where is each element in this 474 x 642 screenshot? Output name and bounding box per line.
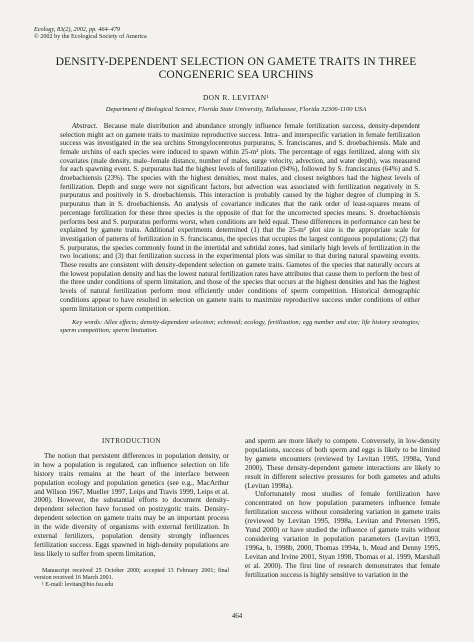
intro-paragraph-1-continued: and sperm are more likely to compete. Conversely, in low-density populations, success of both sperm and eggs is likely to be limited by gamete encounters (reviewed by Levitan 1995, 1998a, Yund 2000). These density-dependent gamete interactions are likely to result in different selective pressures for both gametes and adults (Levitan 1998a).	[245, 437, 440, 490]
journal-header	[34, 26, 438, 41]
keywords-label: Key words:	[72, 319, 103, 327]
keywords-text: Allee effects; density-dependent selection; echinoid; ecology, fertilization; egg number and size; life history strategies; sperm competition; sperm limitation.	[60, 319, 420, 335]
intro-paragraph-2: Unfortunately most studies of female fertilization have concentrated on how population parameters influence female fertilization success without considering variation in gamete traits (reviewed by Levitan 1995, 1998a, Levitan and Petersen 1995, Yund 2000) or have studied the influence of gamete traits without considering variation in population parameters (Levitan 1993, 1996a, b, 1998b, 2000, Thomas 1994a, b, Mead and Denny 1995, Levitan and Irvine 2001, Styan 1998, Thomas et al. 1999, Marshall et al. 2000). The first line of research demonstrates that female fertilization success is highly sensitive to variation in the	[245, 490, 440, 579]
abstract-label: Abstract.	[72, 121, 98, 130]
left-column	[34, 437, 229, 589]
journal-citation: Ecology, 83(2), 2002, pp. 464–479	[34, 26, 120, 33]
author-email: ¹ E-mail: levitan@bio.fsu.edu	[42, 582, 114, 589]
body-columns	[34, 437, 444, 589]
author-name: DON R. LEVITAN¹	[202, 92, 270, 102]
manuscript-dates: Manuscript received 25 October 2000; accepted 13 February 2001; final version received 16 March 2001.	[34, 567, 229, 581]
introduction-heading: INTRODUCTION	[102, 437, 161, 445]
page-number: 464	[231, 612, 243, 620]
intro-paragraph-1: The notion that persistent differences in population density, or in how a population is regulated, can influence selection on life history traits remains at the heart of the interface between population ecology and population genetics (see e.g., MacArthur and Wilson 1967, Mueller 1997, Leips and Travis 1999, Leips et al. 2000). However, the substantial efforts to document density-dependent selection have focused on postzygotic traits. Density-dependent selection on gamete traits may be an important process in the wide diversity of organisms with external fertilization. In external fertilizers, population density strongly influences fertilization success. Eggs spawned in high-density populations are less likely to suffer from sperm limitation,	[34, 451, 229, 558]
footnotes	[34, 568, 229, 590]
title-line-2: CONGENERIC SEA URCHINS	[158, 67, 314, 81]
abstract-text: Because male distribution and abundance strongly influence female fertilization success, density-dependent selection might act on gamete traits to maximize reproductive success. Intra- and interspecific variation in female fertilization success was investigated in the sea urchins Strongylocentrotus purpuratus, S. franciscanus, and S. droebachiensis. Male and female urchins of each species were induced to spawn within 25-m² plots. The percentage of eggs fertilized, along with six covariates (male density, male–female distance, number of males, surge velocity, advection, and water depth), was measured for each spawning event. S. purpuratus had the highest levels of fertilization (94%), followed by S. franciscanus (64%) and S. droebachiensis (23%). The species with the highest densities, most males, and closest neighbors had the highest levels of fertilization. Depth and surge were not significant factors, but advection was associated with fertilization negatively in S. purpuratus and positively in S. droebachiensis. This interaction is probably caused by the higher degree of clumping in S. purpuratus than in S. droebachiensis. An analysis of covariance indicates that the rank order of least-squares means of percentage fertilization for these three species is the opposite of that for the uncorrected species means. S. droebachiensis performs best and S. purpuratus performs worst, when conditions are held equal. These differences in performance can best be explained by gamete traits. Additional experiments determined (1) that the 25-m² plot size is the appropriate scale for investigation of patterns of fertilization in S. franciscanus, the species that occupies the largest contiguous populations; (2) that S. purpuratus, the species commonly found in the intertidal and subtidal zones, had similarly high levels of fertilization in the two locations; and (3) that fertilization success in the experimental plots was similar to that during natural spawning events. These results are consistent with density-dependent selection on gamete traits. Gametes of the species that naturally occurs at the lowest population density and has the lowest natural fertilization rates have attributes that cause them to perform the best of the three under conditions of sperm limitation, and those of the species that occurs at the highest densities and has the highest levels of natural fertilization perform most efficiently under conditions of sperm competition. Historical demographic conditions appear to have resulted in selection on gamete traits to maximize reproductive success under conditions of either sperm limitation or sperm competition.	[60, 121, 420, 313]
copyright-line: © 2002 by the Ecological Society of America	[34, 33, 147, 41]
keywords	[60, 319, 420, 335]
author-affiliation: Department of Biological Science, Florida State University, Tallahassee, Florida 32306-1100 USA	[105, 105, 367, 113]
right-column	[245, 437, 440, 589]
article-title	[34, 55, 438, 81]
abstract	[60, 122, 420, 313]
title-line-1: DENSITY-DEPENDENT SELECTION ON GAMETE TRAITS IN THREE	[55, 54, 417, 68]
